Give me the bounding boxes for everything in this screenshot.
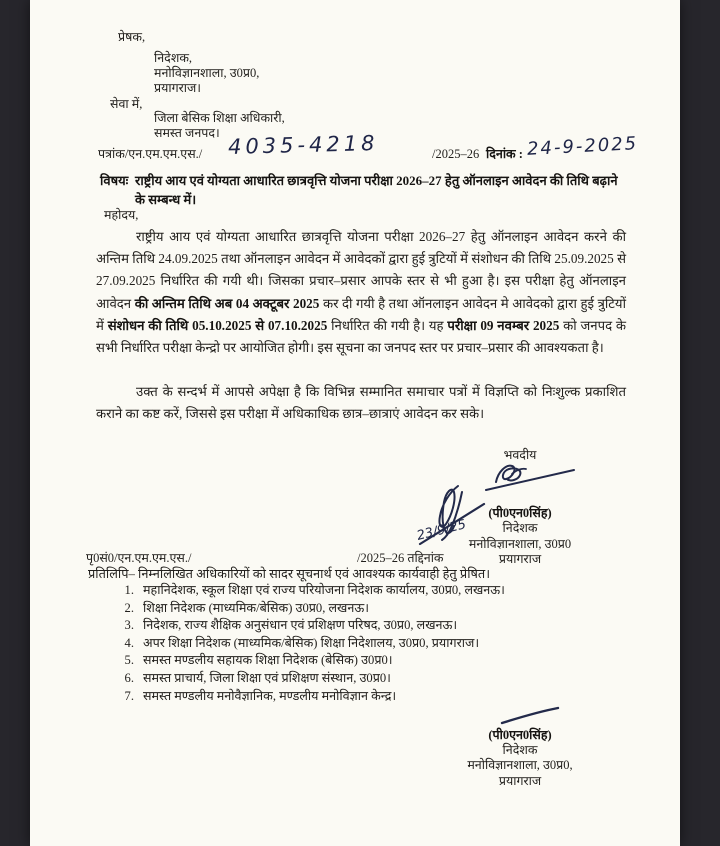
- signatory-place: प्रयागराज: [498, 551, 542, 566]
- copy-list-item: [116, 617, 616, 635]
- signatory-place: प्रयागराज: [498, 773, 542, 788]
- subject-text: राष्ट्रीय आय एवं योग्यता आधारित छात्रवृत्ति योजना परीक्षा 2026–27 हेतु ऑनलाइन आवेदन की तिथि बढ़ाने के सम्बन्ध में।: [135, 173, 618, 207]
- signatory-name: (पी0एन0सिंह): [488, 506, 552, 521]
- item-number: 7.: [124, 688, 134, 703]
- copy-list: [116, 582, 616, 705]
- para1-seg-bold: संशोधन की तिथि 05.10.2025 से 07.10.2025: [107, 317, 328, 333]
- para1-seg-bold: परीक्षा 09 नवम्बर 2025: [447, 317, 560, 333]
- letter-number-handwritten: 4035-4218: [227, 131, 379, 159]
- ref-year: /2025–26: [432, 147, 480, 161]
- para1-seg-bold: की अन्तिम तिथि अब 04 अक्टूबर 2025: [134, 295, 320, 311]
- signatory-title: निदेशक: [502, 521, 538, 536]
- sender-line: निदेशक,: [154, 51, 193, 65]
- item-text: अपर शिक्षा निदेशक (माध्यमिक/बेसिक) शिक्षा निदेशालय, उ0प्र0, प्रयागराज।: [143, 635, 480, 650]
- body-paragraph-1: [96, 226, 626, 359]
- signature-date-handwritten: 23/9/25: [415, 517, 468, 544]
- item-text: शिक्षा निदेशक (माध्यमिक/बेसिक) उ0प्र0, लखनऊ।: [143, 600, 370, 615]
- signatory-org: मनोविज्ञानशाला, उ0प्र0,: [467, 758, 573, 773]
- sender-line: प्रयागराज।: [154, 81, 202, 95]
- dispatch-signature-icon: [412, 482, 498, 554]
- item-number: 1.: [124, 583, 134, 597]
- closing-word: भवदीय: [503, 448, 537, 462]
- sender-line: मनोविज्ञानशाला, उ0प्र0,: [154, 66, 260, 80]
- item-number: 2.: [124, 600, 134, 615]
- signatory-title: निदेशक: [502, 743, 538, 758]
- para1-seg: को जनपद के सभी निर्धारित परीक्षा केन्द्रो पर आयोजित होगी। इस सूचना का जनपद स्तर पर प्रचार–प्रसार की आवश्यकता है।: [96, 317, 626, 356]
- ref2-prefix: पृ0सं0/एन.एम.एम.एस./: [86, 551, 192, 565]
- item-number: 6.: [124, 670, 134, 685]
- date-label: दिनांक :: [486, 147, 523, 161]
- body-paragraph-2: उक्त के सन्दर्भ में आपसे अपेक्षा है कि विभिन्न सम्मानित समाचार पत्रों में विज्ञप्ति को निःशुल्क प्रकाशित कराने का कष्ट करें, जिससे इस परीक्षा में अधिकाधिक छात्र–छात्राएं आवेदन कर सके।: [96, 384, 626, 422]
- recipient-line: समस्त जनपद।: [154, 126, 220, 140]
- item-number: 5.: [124, 653, 134, 668]
- item-text: समस्त मण्डलीय सहायक शिक्षा निदेशक (बेसिक) उ0प्र0।: [143, 653, 393, 668]
- copy-list-item: [116, 600, 616, 618]
- copy-heading: प्रतिलिपि– निम्नलिखित अधिकारियों को सादर सूचनार्थ एवं आवश्यक कार्यवाही हेतु प्रेषित।: [88, 567, 491, 581]
- signatory-org: मनोविज्ञानशाला, उ0प्र0: [468, 536, 572, 551]
- copy-list-item: [116, 688, 616, 706]
- para1-seg: राष्ट्रीय आय एवं योग्यता आधारित छात्रवृत्ति योजना परीक्षा 2026–27 हेतु ऑनलाइन आवेदन करने की अन्तिम तिथि 24.09.2025 तथा ऑनलाइन आवेदन में आवेदकों द्वारा हुई त्रुटियों में संशोधन की तिथि 25.09.2025 से 27.09.2025 निर्धारित की गयी थी। जिसका प्रचार–प्रसार आपके स्तर से भी हुआ है। इस परीक्षा हेतु ऑनलाइन आवेदन: [96, 229, 626, 311]
- bottom-signature-stroke-icon: [498, 706, 562, 726]
- para1-seg: कर दी गयी है तथा ऑनलाइन आवेदन मे आवेदको द्वारा हुई त्रुटियों में: [96, 295, 626, 333]
- copy-list-item: [116, 670, 616, 688]
- copy-list-item: [116, 652, 616, 670]
- copy-list-item: [116, 635, 616, 653]
- copy-list-item: [116, 582, 616, 600]
- subject-label: विषयः: [100, 173, 129, 188]
- item-number: 4.: [124, 635, 134, 650]
- item-number: 3.: [124, 618, 134, 633]
- item-text: निदेशक, राज्य शैक्षिक अनुसंधान एवं प्रशिक्षण परिषद, उ0प्र0, लखनऊ।: [143, 618, 458, 633]
- ref-prefix: पत्रांक/एन.एम.एम.एस./: [98, 147, 203, 161]
- recipient-label: सेवा में,: [110, 97, 143, 111]
- para1-seg: निर्धारित की गयी है। यह: [327, 317, 448, 333]
- sender-label: प्रेषक,: [118, 30, 146, 44]
- ref2-suffix: /2025–26 तद्दिनांक: [357, 551, 444, 565]
- salutation: महोदय,: [104, 208, 139, 222]
- letter-page: [30, 0, 680, 846]
- signature-block-2: [440, 728, 600, 789]
- item-text: समस्त प्राचार्य, जिला शिक्षा एवं प्रशिक्षण संस्थान, उ0प्र0।: [143, 670, 391, 685]
- item-text: समस्त मण्डलीय मनोवैज्ञानिक, मण्डलीय मनोविज्ञान केन्द्र।: [143, 688, 397, 703]
- item-text: महानिदेशक, स्कूल शिक्षा एवं राज्य परियोजना निदेशक कार्यालय, उ0प्र0, लखनऊ।: [143, 583, 505, 597]
- recipient-line: जिला बेसिक शिक्षा अधिकारी,: [154, 111, 285, 125]
- signatory-name: (पी0एन0सिंह): [488, 728, 552, 742]
- letter-date-handwritten: 24-9-2025: [526, 133, 639, 160]
